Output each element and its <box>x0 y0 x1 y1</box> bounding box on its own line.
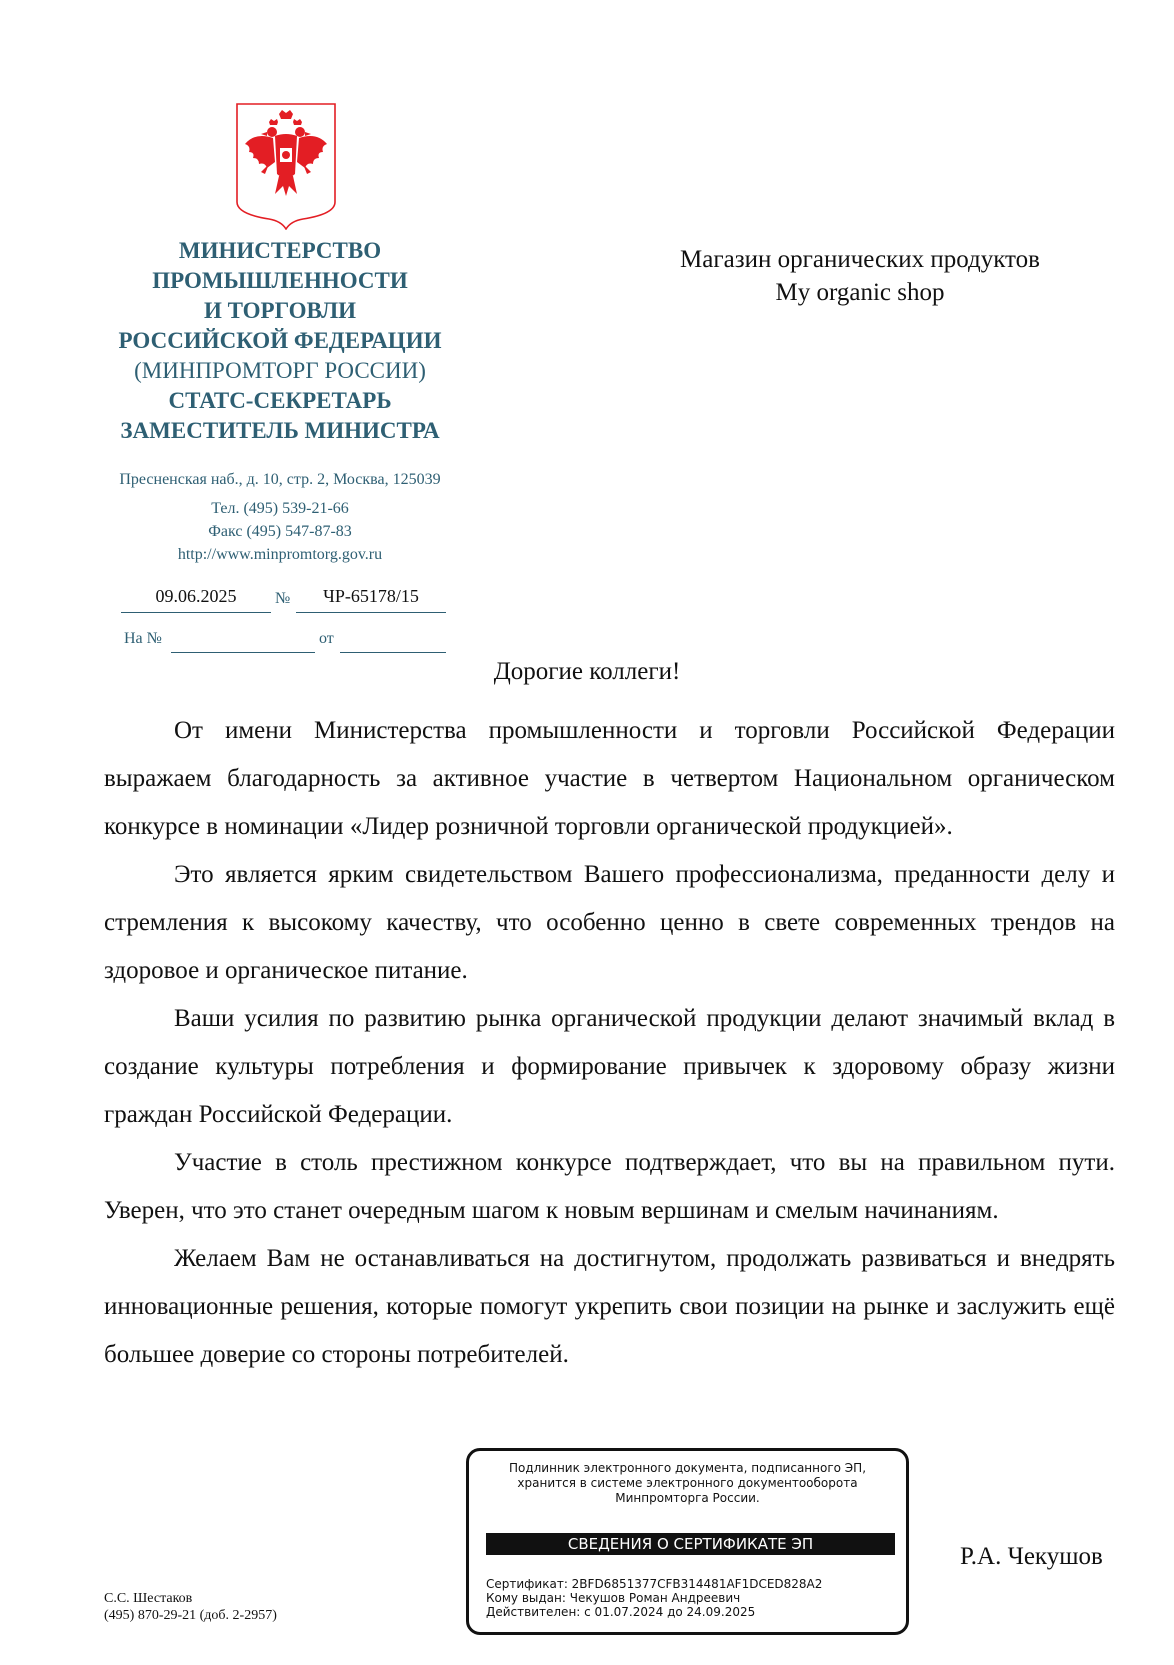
paragraph-1: От имени Министерства промышленности и торговли Российской Федерации выражаем благодарность за активное участие в четвертом Национальном органическом конкурсе в номинации «Лидер розничной торговли органической продукцией». <box>104 717 1115 840</box>
coat-of-arms-emblem-icon <box>235 102 337 230</box>
stamp-intro-line-3: Минпромторга России. <box>615 1491 760 1505</box>
paragraph-2: Это является ярким свидетельством Вашего профессионализма, преданности делу и стремления к высокому качеству, что особенно ценно в свете современных трендов на здоровое и органическое питание. <box>104 861 1115 984</box>
org-line-5: (МИНПРОМТОРГ РОССИИ) <box>134 358 426 383</box>
reply-date-field <box>340 636 446 653</box>
document-number: ЧР-65178/15 <box>296 586 446 613</box>
number-label: № <box>275 590 291 607</box>
executor-block <box>104 1590 277 1624</box>
ministry-letterhead <box>90 236 470 446</box>
recipient-line-1: Магазин органических продуктов <box>680 246 1040 273</box>
org-line-2: ПРОМЫШЛЕННОСТИ <box>152 268 408 293</box>
electronic-signature-stamp <box>466 1448 909 1635</box>
certificate-owner: Кому выдан: Чекушов Роман Андреевич <box>486 1591 741 1605</box>
org-line-1: МИНИСТЕРСТВО <box>178 238 382 263</box>
address: Пресненская наб., д. 10, стр. 2, Москва, 125039 <box>119 471 441 488</box>
document-date: 09.06.2025 <box>121 586 271 613</box>
org-line-4: РОССИЙСКОЙ ФЕДЕРАЦИИ <box>118 328 442 353</box>
paragraph-3: Ваши усилия по развитию рынка органической продукции делают значимый вклад в создание культуры потребления и формирование привычек к здоровому образу жизни граждан Российской Федерации. <box>104 1005 1115 1128</box>
paragraph-5: Желаем Вам не останавливаться на достигнутом, продолжать развиваться и внедрять инновационные решения, которые помогут укрепить свои позиции на рынке и заслужить ещё большее доверие со стороны потребителей. <box>104 1245 1115 1368</box>
stamp-intro-line-1: Подлинник электронного документа, подписанного ЭП, <box>508 1461 867 1475</box>
from-label: от <box>319 630 334 647</box>
reply-number-field <box>171 636 315 653</box>
org-line-7: ЗАМЕСТИТЕЛЬ МИНИСТРА <box>120 418 440 443</box>
contact-block <box>90 468 470 566</box>
website-link[interactable]: http://www.minpromtorg.gov.ru <box>177 546 383 563</box>
executor-phone: (495) 870-29-21 (доб. 2-2957) <box>104 1608 277 1623</box>
signer-name: Р.А. Чекушов <box>960 1543 1103 1570</box>
reply-label: На № <box>124 630 162 647</box>
stamp-intro-line-2: хранится в системе электронного документооборота <box>517 1476 858 1490</box>
certificate-validity: Действителен: с 01.07.2024 до 24.09.2025 <box>486 1605 756 1619</box>
stamp-certificate-details <box>486 1577 822 1619</box>
recipient-block <box>600 243 1120 309</box>
org-line-6: СТАТС-СЕКРЕТАРЬ <box>168 388 392 413</box>
stamp-intro <box>469 1461 906 1506</box>
greeting: Дорогие коллеги! <box>493 658 681 685</box>
recipient-line-2: My organic shop <box>775 279 945 306</box>
executor-name: С.С. Шестаков <box>104 1591 193 1606</box>
fax: Факс (495) 547-87-83 <box>208 523 352 540</box>
phone: Тел. (495) 539-21-66 <box>211 500 349 517</box>
certificate-id: Сертификат: 2BFD6851377CFB314481AF1DCED828A2 <box>486 1577 823 1591</box>
letter-body <box>104 707 1115 1379</box>
stamp-certificate-header: СВЕДЕНИЯ О СЕРТИФИКАТЕ ЭП <box>486 1533 895 1555</box>
org-line-3: И ТОРГОВЛИ <box>203 298 357 323</box>
paragraph-4: Участие в столь престижном конкурсе подтверждает, что вы на правильном пути. Уверен, что это станет очередным шагом к новым вершинам и смелым начинаниям. <box>104 1149 1115 1224</box>
